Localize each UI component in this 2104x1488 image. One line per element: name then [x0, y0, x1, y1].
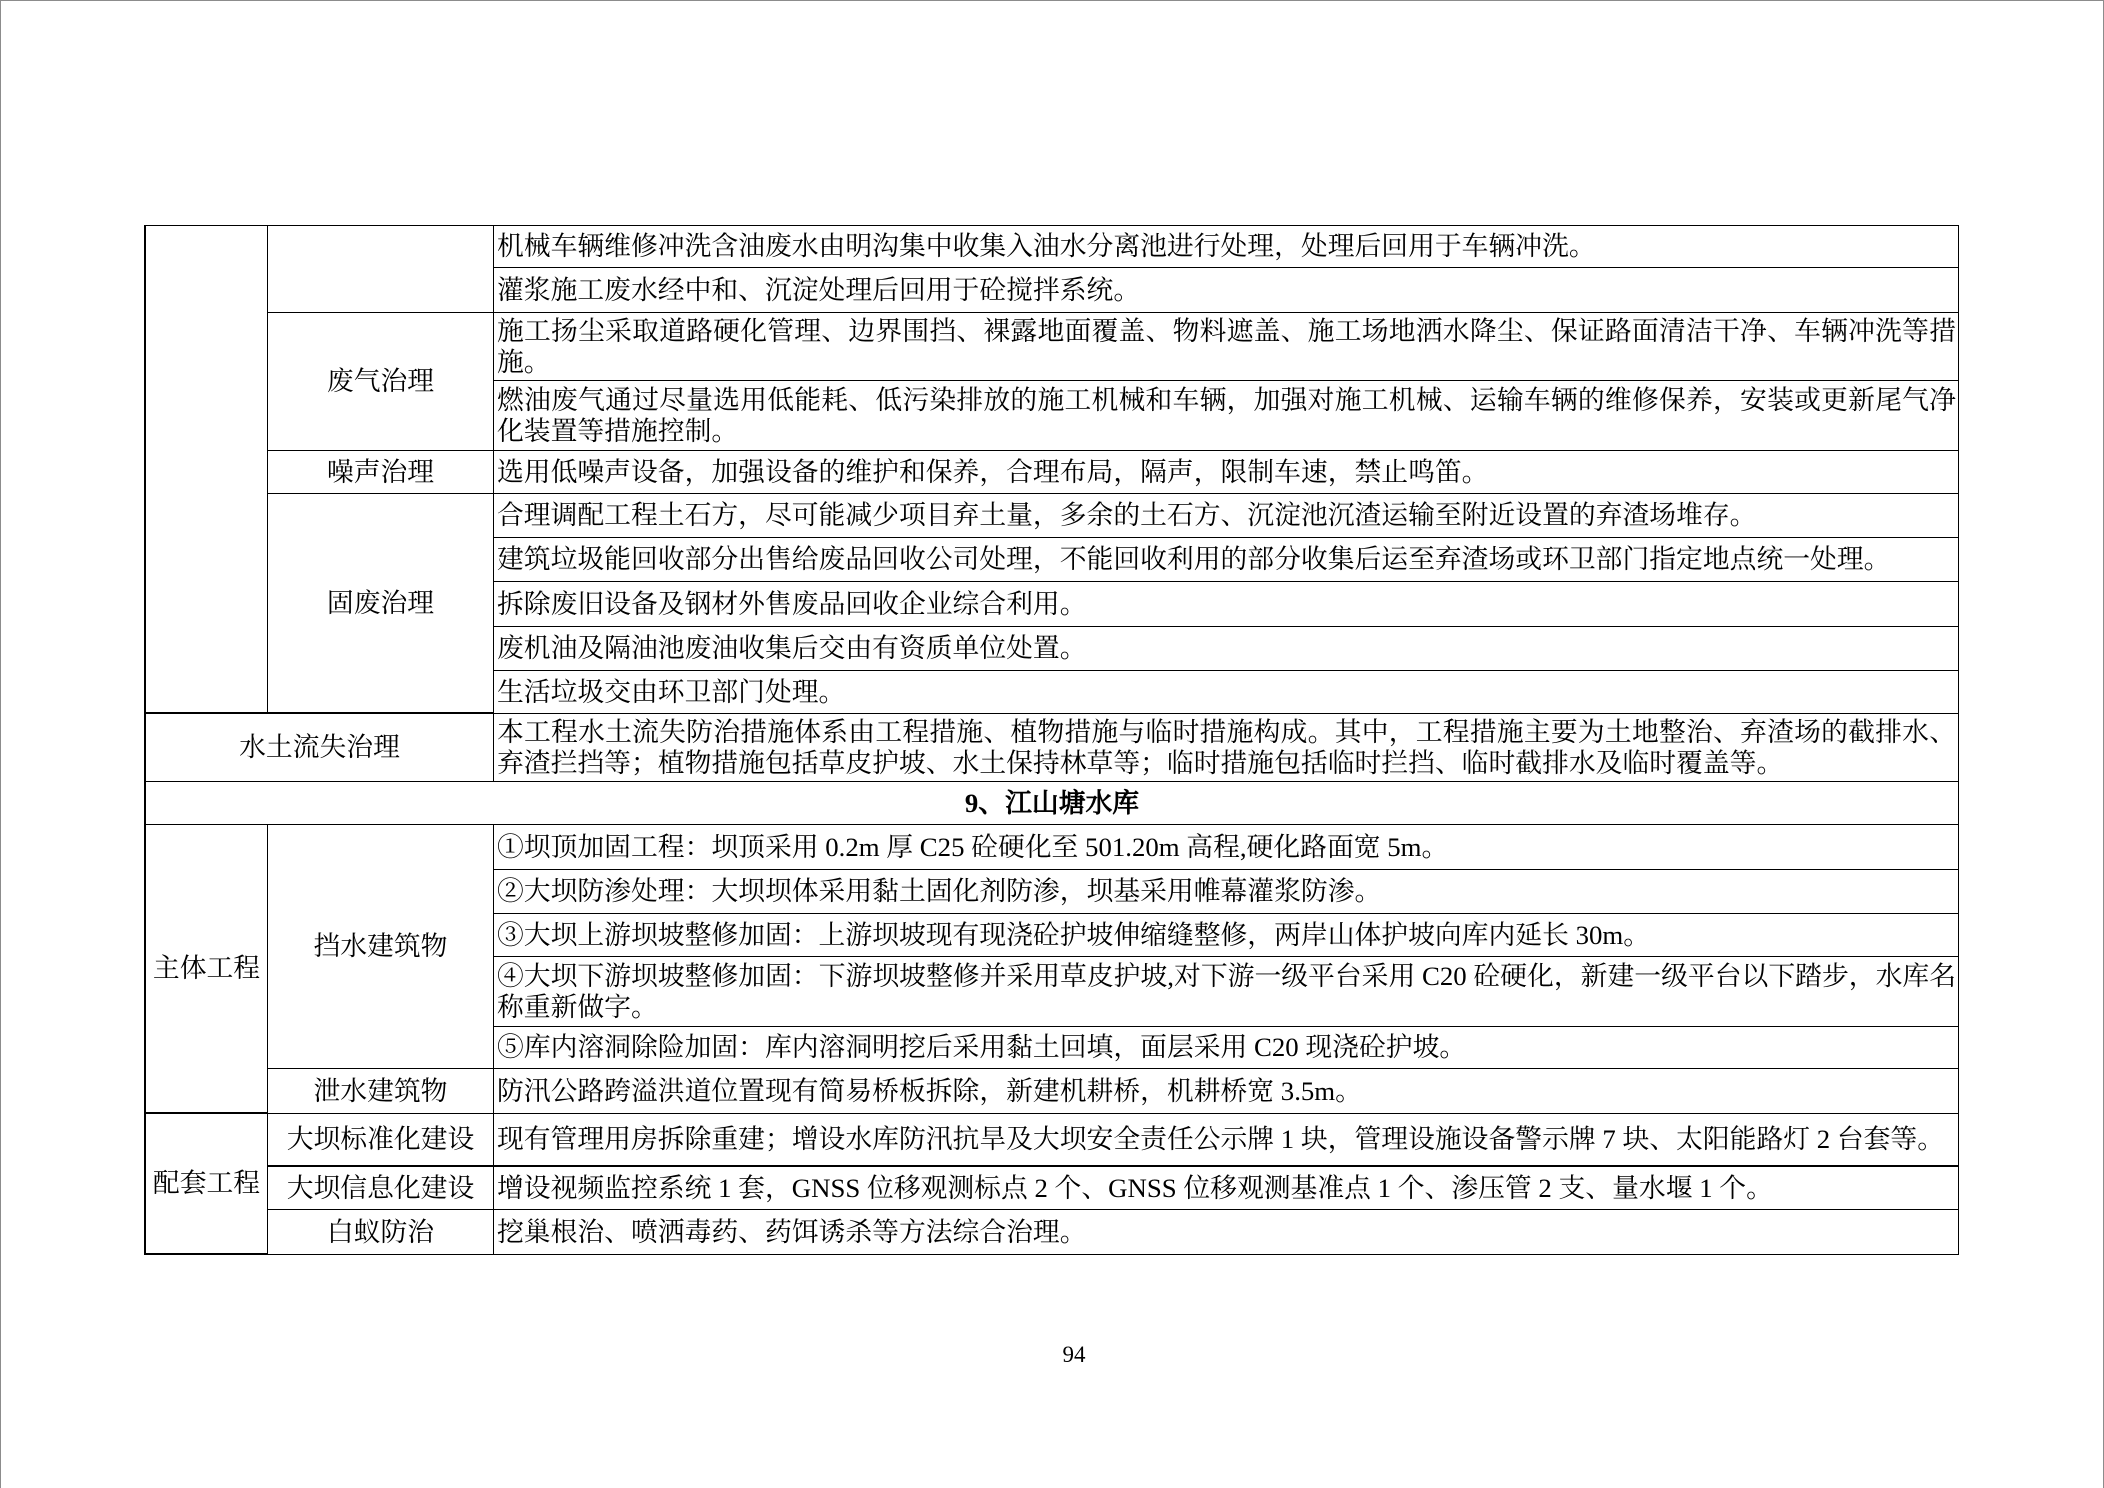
measure-text: ⑤库内溶洞除险加固：库内溶洞明挖后采用黏土回填，面层采用 C20 现浇砼护坡。 — [497, 1032, 1467, 1062]
section-title: 9、江山塘水库 — [964, 787, 1140, 818]
measure-cell — [494, 1167, 1959, 1210]
subcategory-label: 大坝标准化建设 — [286, 1124, 475, 1154]
measure-cell — [494, 714, 1959, 782]
measure-cell — [494, 1210, 1959, 1255]
subcategory-label: 挡水建筑物 — [313, 931, 448, 961]
measure-cell — [494, 268, 1959, 313]
subcategory-label: 泄水建筑物 — [313, 1075, 448, 1106]
measure-cell — [494, 914, 1959, 957]
measure-text: 现有管理用房拆除重建；增设水库防汛抗旱及大坝安全责任公示牌 1 块，管理设施设备警示牌 7 块、太阳能路灯 2 台套等。 — [497, 1124, 1945, 1154]
measure-cell — [494, 582, 1959, 627]
measures-table — [144, 225, 1959, 1255]
subcategory-label: 噪声治理 — [326, 456, 435, 487]
measure-text: 生活垃圾交由环卫部门处理。 — [497, 676, 846, 707]
category-cell — [146, 714, 494, 782]
measure-cell — [494, 226, 1959, 268]
subcategory-cell — [268, 1210, 494, 1255]
subcategory-cell-empty — [268, 226, 494, 313]
measure-text: 燃油废气通过尽量选用低能耗、低污染排放的施工机械和车辆，加强对施工机械、运输车辆的维修保养，安装或更新尾气净化装置等措施控制。 — [497, 384, 1956, 446]
category-label: 配套工程 — [152, 1168, 261, 1198]
category-cell — [146, 1114, 268, 1255]
measure-cell — [494, 1027, 1959, 1069]
category-label: 主体工程 — [152, 953, 261, 983]
measure-text: 机械车辆维修冲洗含油废水由明沟集中收集入油水分离池进行处理，处理后回用于车辆冲洗。 — [497, 231, 1596, 261]
measure-cell — [494, 494, 1959, 538]
measure-text: 灌浆施工废水经中和、沉淀处理后回用于砼搅拌系统。 — [497, 274, 1141, 305]
measure-text: 防汛公路跨溢洪道位置现有简易桥板拆除，新建机耕桥，机耕桥宽 3.5m。 — [497, 1075, 1362, 1106]
subcategory-cell — [268, 451, 494, 494]
section-title-cell — [146, 782, 1959, 825]
measure-cell — [494, 451, 1959, 494]
measure-cell — [494, 870, 1959, 914]
measure-cell — [494, 1114, 1959, 1167]
measure-text: 施工扬尘采取道路硬化管理、边界围挡、裸露地面覆盖、物料遮盖、施工场地洒水降尘、保证路面清洁干净、车辆冲洗等措施。 — [497, 315, 1956, 377]
subcategory-label: 废气治理 — [326, 366, 435, 396]
subcategory-cell — [268, 1167, 494, 1210]
measure-cell — [494, 1069, 1959, 1114]
subcategory-cell — [268, 313, 494, 451]
measure-text: ③大坝上游坝坡整修加固：上游坝坡现有现浇砼护坡伸缩缝整修，两岸山体护坡向库内延长 30m。 — [497, 919, 1651, 950]
page-number: 94 — [1062, 1342, 1086, 1367]
subcategory-label: 固废治理 — [326, 587, 435, 618]
measure-cell — [494, 313, 1959, 381]
subcategory-label: 白蚁防治 — [326, 1216, 435, 1247]
measure-cell — [494, 381, 1959, 451]
measure-cell — [494, 957, 1959, 1027]
category-cell — [146, 825, 268, 1114]
category-label: 水土流失治理 — [239, 732, 400, 762]
subcategory-cell — [268, 494, 494, 714]
measure-cell — [494, 538, 1959, 582]
subcategory-label: 大坝信息化建设 — [286, 1172, 475, 1203]
measure-text: 选用低噪声设备，加强设备的维护和保养，合理布局，隔声，限制车速，禁止鸣笛。 — [497, 456, 1489, 487]
measure-cell — [494, 627, 1959, 671]
measure-text: 拆除废旧设备及钢材外售废品回收企业综合利用。 — [497, 588, 1087, 619]
measure-text: ②大坝防渗处理：大坝坝体采用黏土固化剂防渗，坝基采用帷幕灌浆防渗。 — [497, 876, 1382, 906]
category-cell-empty — [146, 226, 268, 714]
subcategory-cell — [268, 1114, 494, 1167]
measure-cell — [494, 671, 1959, 714]
subcategory-cell — [268, 1069, 494, 1114]
measure-cell — [494, 825, 1959, 870]
measure-text: 本工程水土流失防治措施体系由工程措施、植物措施与临时措施构成。其中，工程措施主要为土地整治、弃渣场的截排水、弃渣拦挡等；植物措施包括草皮护坡、水土保持林草等；临时措施包括临时拦挡、临时截排水及临时覆盖等。 — [497, 716, 1956, 778]
measure-text: ④大坝下游坝坡整修加固：下游坝坡整修并采用草皮护坡,对下游一级平台采用 C20 砼硬化，新建一级平台以下踏步，水库名称重新做字。 — [497, 960, 1956, 1022]
measure-text: 挖巢根治、喷洒毒药、药饵诱杀等方法综合治理。 — [497, 1216, 1087, 1247]
measure-text: 建筑垃圾能回收部分出售给废品回收公司处理，不能回收利用的部分收集后运至弃渣场或环卫部门指定地点统一处理。 — [497, 544, 1891, 574]
measure-text: 合理调配工程土石方，尽可能减少项目弃土量，多余的土石方、沉淀池沉渣运输至附近设置的弃渣场堆存。 — [497, 500, 1757, 530]
subcategory-cell — [268, 825, 494, 1069]
measure-text: 废机油及隔油池废油收集后交由有资质单位处置。 — [497, 633, 1087, 663]
measure-text: ①坝顶加固工程：坝顶采用 0.2m 厚 C25 砼硬化至 501.20m 高程,硬化路面宽 5m。 — [497, 831, 1449, 862]
measure-text: 增设视频监控系统 1 套，GNSS 位移观测标点 2 个、GNSS 位移观测基准点 1 个、渗压管 2 支、量水堰 1 个。 — [497, 1172, 1773, 1203]
